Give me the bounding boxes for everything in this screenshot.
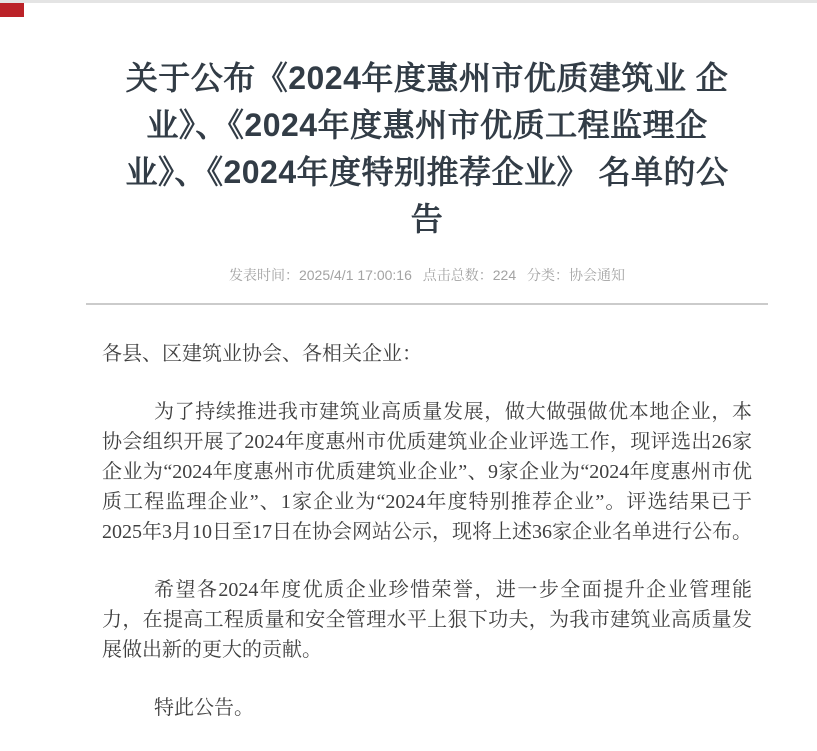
- publish-time-value: 2025/4/1 17:00:16: [298, 267, 412, 283]
- click-count: [423, 267, 516, 283]
- body-paragraph-2: 希望各2024年度优质企业珍惜荣誉，进一步全面提升企业管理能力，在提高工程质量和安全管理水平上狠下功夫，为我市建筑业高质量发展做出新的更大的贡献。: [102, 579, 752, 661]
- title-divider: [86, 303, 768, 305]
- publish-time-label: 发表时间：: [228, 267, 299, 283]
- body-paragraph-1: 为了持续推进我市建筑业高质量发展，做大做强做优本地企业，本协会组织开展了2024年度惠州市优质建筑业企业评选工作，现评选出26家企业为“2024年度惠州市优质建筑业企业”、9家企业为“2024年度惠州市优质工程监理企业”、1家企业为“2024年度特别推荐企业”。评选结果已于2025年3月10日至17日在协会网站公示，现将上述36家企业名单进行公布。: [102, 401, 752, 543]
- article-meta: [86, 265, 768, 285]
- salutation-paragraph: 各县、区建筑业协会、各相关企业：: [102, 343, 422, 365]
- closing-paragraph: 特此公告。: [154, 697, 254, 719]
- article-title: [86, 55, 768, 243]
- article-title-line: 业》、《2024年度特别推荐企业》 名单的公: [125, 154, 729, 190]
- category-value: 协会通知: [569, 267, 626, 283]
- top-left-red-marker: [0, 3, 24, 17]
- publish-time: [229, 267, 412, 283]
- article-title-line: 告: [410, 201, 444, 237]
- category-label: 分类：: [527, 267, 570, 283]
- article-title-line: 业》、《2024年度惠州市优质工程监理企: [146, 107, 708, 143]
- click-count-label: 点击总数：: [422, 267, 493, 283]
- article-title-line: 关于公布《2024年度惠州市优质建筑业 企: [125, 60, 729, 96]
- article-body: [86, 339, 768, 723]
- page-top-border: [0, 0, 817, 3]
- announcement-article: [86, 0, 768, 723]
- category: [527, 267, 625, 283]
- click-count-value: 224: [492, 267, 517, 283]
